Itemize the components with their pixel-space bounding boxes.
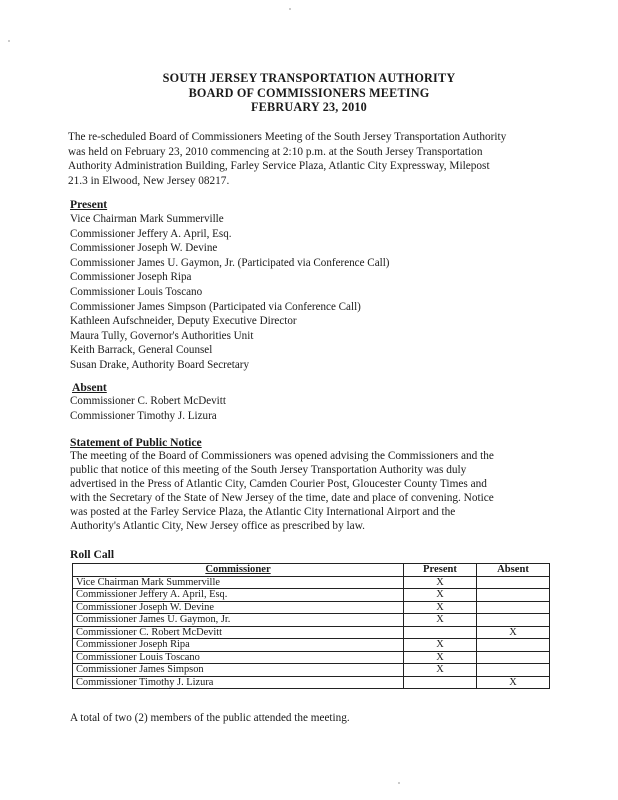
roll-call-table (72, 563, 550, 689)
roll-call-header-row (73, 564, 550, 577)
column-header-present: Present (404, 564, 477, 577)
absent-mark-cell: X (477, 626, 550, 639)
present-list (70, 212, 390, 373)
present-member: Commissioner Joseph Ripa (70, 271, 192, 284)
public-attendance-note: A total of two (2) members of the public attended the meeting. (70, 712, 350, 724)
present-mark-cell (404, 676, 477, 689)
absent-mark-cell (477, 639, 550, 652)
intro-line: Authority Administration Building, Farley Service Plaza, Atlantic City Expressway, Milepost (68, 160, 490, 173)
public-notice-line: public that notice of this meeting of the South Jersey Transportation Authority was duly (70, 464, 467, 476)
present-mark-cell: X (404, 651, 477, 664)
absent-mark-cell (477, 589, 550, 602)
present-mark-cell: X (404, 639, 477, 652)
column-header-absent: Absent (477, 564, 550, 577)
table-row (73, 651, 550, 664)
commissioner-name-cell: Commissioner James U. Gaymon, Jr. (73, 614, 404, 627)
present-member: Keith Barrack, General Counsel (70, 344, 213, 357)
present-member: Commissioner Louis Toscano (70, 285, 203, 298)
present-member: Maura Tully, Governor's Authorities Unit (70, 329, 254, 342)
table-row (73, 639, 550, 652)
commissioner-name-cell: Commissioner Jeffery A. April, Esq. (73, 589, 404, 602)
present-member: Vice Chairman Mark Summerville (70, 213, 224, 225)
document-title-meeting: BOARD OF COMMISSIONERS MEETING (188, 86, 430, 100)
document-title-organization: SOUTH JERSEY TRANSPORTATION AUTHORITY (162, 71, 456, 85)
intro-line: The re-scheduled Board of Commissioners Meeting of the South Jersey Transportation Authority (68, 131, 507, 143)
absent-mark-cell (477, 614, 550, 627)
absent-mark-cell: X (477, 676, 550, 689)
present-heading: Present (70, 198, 108, 211)
absent-member: Commissioner C. Robert McDevitt (70, 395, 226, 407)
present-mark-cell (404, 626, 477, 639)
scan-speck (289, 8, 291, 10)
present-member: Susan Drake, Authority Board Secretary (70, 358, 249, 371)
public-notice-line: advertised in the Press of Atlantic City, Camden Courier Post, Gloucester County Times and (70, 478, 487, 490)
commissioner-name-cell: Commissioner Joseph W. Devine (73, 601, 404, 614)
commissioner-name-cell: Commissioner Joseph Ripa (73, 639, 404, 652)
present-mark-cell: X (404, 664, 477, 677)
commissioner-name-cell: Commissioner Louis Toscano (73, 651, 404, 664)
present-member: Commissioner Joseph W. Devine (70, 242, 218, 255)
commissioner-name-cell: Commissioner Timothy J. Lizura (73, 676, 404, 689)
present-mark-cell: X (404, 589, 477, 602)
absent-mark-cell (477, 601, 550, 614)
absent-mark-cell (477, 651, 550, 664)
present-member: Commissioner Jeffery A. April, Esq. (70, 227, 232, 240)
public-notice-paragraph (70, 449, 554, 533)
commissioner-name-cell: Commissioner C. Robert McDevitt (73, 626, 404, 639)
table-row (73, 664, 550, 677)
public-notice-line: The meeting of the Board of Commissioners was opened advising the Commissioners and the (70, 450, 494, 462)
scan-speck (398, 782, 400, 784)
absent-member: Commissioner Timothy J. Lizura (70, 409, 217, 422)
intro-paragraph (68, 130, 554, 188)
absent-mark-cell (477, 576, 550, 589)
public-notice-heading: Statement of Public Notice (70, 436, 202, 449)
document-title-date: FEBRUARY 23, 2010 (251, 100, 367, 114)
table-row (73, 676, 550, 689)
absent-heading: Absent (72, 381, 107, 394)
table-row (73, 576, 550, 589)
table-row (73, 626, 550, 639)
table-row (73, 601, 550, 614)
column-header-commissioner: Commissioner (73, 564, 404, 577)
commissioner-name-cell: Vice Chairman Mark Summerville (73, 576, 404, 589)
table-row (73, 614, 550, 627)
present-member: Commissioner James Simpson (Participated via Conference Call) (70, 300, 361, 313)
commissioner-name-cell: Commissioner James Simpson (73, 664, 404, 677)
intro-line: was held on February 23, 2010 commencing at 2:10 p.m. at the South Jersey Transportation (68, 145, 483, 158)
table-row (73, 589, 550, 602)
present-mark-cell: X (404, 576, 477, 589)
present-member: Kathleen Aufschneider, Deputy Executive Director (70, 315, 297, 328)
present-member: Commissioner James U. Gaymon, Jr. (Participated via Conference Call) (70, 256, 390, 269)
present-mark-cell: X (404, 614, 477, 627)
public-notice-line: Authority's Atlantic City, New Jersey office as prescribed by law. (70, 520, 365, 532)
present-mark-cell: X (404, 601, 477, 614)
scan-speck (8, 40, 10, 42)
absent-mark-cell (477, 664, 550, 677)
absent-list (70, 394, 226, 423)
intro-line: 21.3 in Elwood, New Jersey 08217. (68, 174, 230, 187)
public-notice-line: was posted at the Farley Service Plaza, the Atlantic City International Airport and the (70, 506, 456, 518)
roll-call-heading: Roll Call (70, 548, 115, 561)
public-notice-line: with the Secretary of the State of New Jersey of the time, date and place of convening. Notice (70, 492, 494, 504)
